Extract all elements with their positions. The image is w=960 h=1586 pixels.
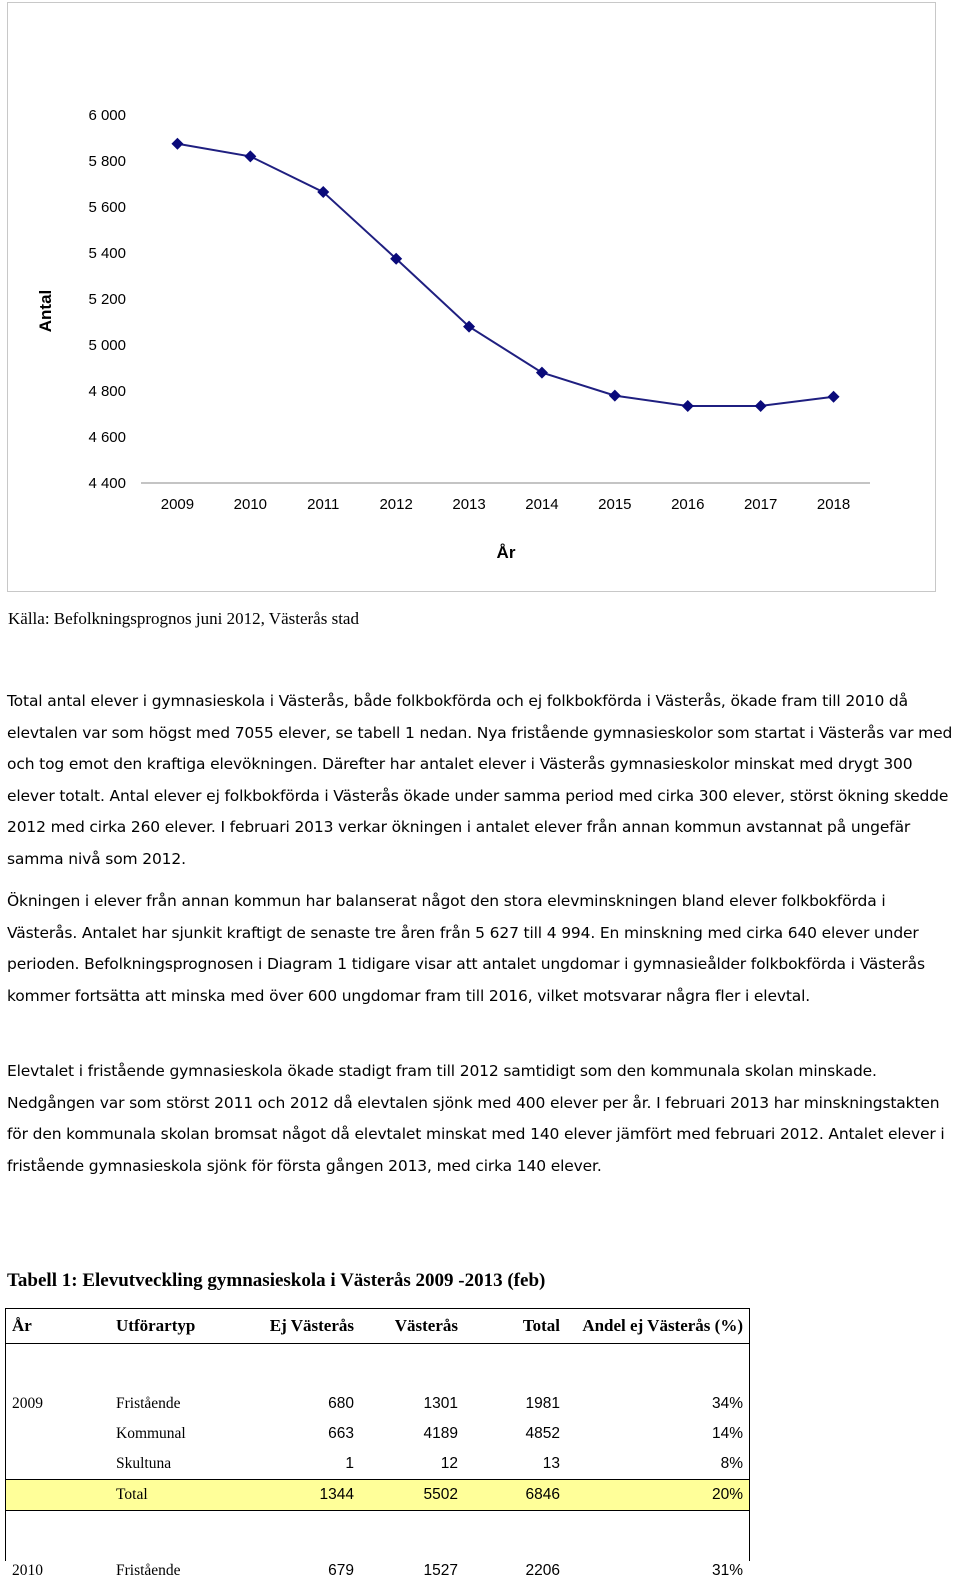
- x-tick-label: 2014: [525, 496, 559, 513]
- table-header-row: [6, 1309, 749, 1344]
- student-table: [5, 1308, 750, 1579]
- series-line-group: [171, 138, 839, 412]
- cell-year: 2010: [12, 1562, 43, 1579]
- header-total: Total: [458, 1309, 560, 1344]
- cell-ej-vasteras: 1344: [226, 1480, 354, 1511]
- y-tick-label: 5 400: [88, 245, 126, 262]
- y-tick-label: 5 000: [88, 337, 126, 354]
- x-tick-label: 2010: [233, 496, 268, 513]
- y-tick-label: 6 000: [88, 107, 126, 124]
- header-vasteras: Västerås: [354, 1309, 458, 1344]
- paragraph-2: Ökningen i elever från annan kommun har balanserat något den stora elevminskningen bland elever folkbokförda i Västerås. Antalet har sjunkit kraftigt de senaste tre åren från 5 627 till 4 994. En minskning med cirka 640 elever under perioden. Befolkningsprognosen i Diagram 1 tidigare visar att antalet ungdomar i gymnasieålder folkbokförda i Västerås kommer fortsätta att minska med över 600 ungdomar fram till 2016, vilket motsvarar några fler i elevtal.: [7, 892, 925, 1005]
- table-total-row: [6, 1480, 749, 1511]
- table-row: [6, 1449, 749, 1480]
- x-tick-label: 2012: [379, 496, 413, 513]
- data-point-marker: [682, 400, 694, 412]
- cell-ej-vasteras: 1: [345, 1455, 354, 1472]
- header-andel: Andel ej Västerås (%): [560, 1309, 749, 1344]
- y-tick-label: 5 600: [88, 199, 126, 216]
- series-line: [177, 144, 833, 406]
- cell-year: [6, 1449, 116, 1480]
- cell-total: 13: [542, 1455, 560, 1472]
- cell-vasteras: 1301: [423, 1395, 458, 1412]
- data-point-marker: [828, 391, 840, 403]
- x-axis-title: År: [496, 543, 516, 562]
- table-row: [6, 1419, 749, 1449]
- cell-type: Total: [116, 1480, 226, 1511]
- header-ej-vasteras: Ej Västerås: [226, 1309, 354, 1344]
- table-title: Tabell 1: Elevutveckling gymnasieskola i Västerås 2009 -2013 (feb): [7, 1270, 546, 1291]
- chart-svg: [8, 3, 937, 593]
- y-tick-labels: [88, 107, 126, 492]
- cell-andel: 20%: [560, 1480, 749, 1511]
- x-tick-labels: [161, 496, 850, 513]
- cell-andel: 8%: [720, 1455, 743, 1472]
- y-tick-label: 4 800: [88, 383, 126, 400]
- y-tick-label: 5 800: [88, 153, 126, 170]
- data-point-marker: [536, 367, 548, 379]
- data-point-marker: [171, 138, 183, 150]
- x-tick-label: 2011: [307, 496, 340, 513]
- cell-year: [6, 1480, 116, 1511]
- cell-type: Kommunal: [116, 1425, 186, 1442]
- paragraph-1: Total antal elever i gymnasieskola i Västerås, både folkbokförda och ej folkbokförda i Västerås, ökade fram till 2010 då elevtalen var som högst med 7055 elever, se tabell 1 nedan. Nya fristående gymnasieskolor som startat i Västerås var med och tog emot den kraftiga elevökningen. Därefter har antalet elever i Västerås gymnasieskolor minskat med drygt 300 elever totalt. Antal elever ej folkbokförda i Västerås ökade under samma period med cirka 300 elever, störst ökning skedde 2012 med cirka 260 elever. I februari 2013 verkar ökningen i antalet elever från annan kommun avstannat på ungefär samma nivå som 2012.: [7, 692, 953, 868]
- x-tick-label: 2013: [452, 496, 486, 513]
- y-axis-title: Antal: [36, 289, 55, 333]
- x-tick-label: 2016: [671, 496, 705, 513]
- cell-year: [6, 1419, 116, 1449]
- table-row: [6, 1556, 749, 1586]
- cell-vasteras: 4189: [423, 1425, 458, 1442]
- data-point-marker: [609, 390, 621, 402]
- cell-type: Fristående: [116, 1562, 181, 1579]
- paragraph-3: Elevtalet i fristående gymnasieskola ökade stadigt fram till 2012 samtidigt som den kommunala skolan minskade. Nedgången var som störst 2011 och 2012 då elevtalen sjönk med 400 elever per år. I februari 2013 har minskningstakten för den kommunala skolan bromsat något då elevtalet minskat med 140 elever jämfört med februari 2012. Antalet elever i fristående gymnasieskola sjönk för första gången 2013, med cirka 140 elever.: [7, 1062, 945, 1175]
- table-row: [6, 1389, 749, 1419]
- cell-total: 6846: [458, 1480, 560, 1511]
- cell-andel: 31%: [711, 1562, 743, 1579]
- cell-ej-vasteras: 680: [328, 1395, 354, 1412]
- data-point-marker: [244, 150, 256, 162]
- cell-type: Fristående: [116, 1395, 181, 1412]
- y-tick-label: 4 400: [88, 475, 126, 492]
- cell-type: Skultuna: [116, 1455, 172, 1472]
- x-tick-label: 2017: [743, 496, 778, 513]
- line-chart: [7, 2, 936, 592]
- data-point-marker: [755, 400, 767, 412]
- x-tick-label: 2015: [598, 496, 632, 513]
- chart-source: Källa: Befolkningsprognos juni 2012, Västerås stad: [8, 609, 359, 628]
- cell-year: 2009: [12, 1395, 43, 1412]
- y-tick-label: 4 600: [88, 429, 126, 446]
- cell-ej-vasteras: 663: [328, 1425, 354, 1442]
- header-year: År: [6, 1309, 116, 1344]
- x-tick-label: 2009: [160, 496, 195, 513]
- x-tick-label: 2018: [816, 496, 851, 513]
- y-tick-label: 5 200: [88, 291, 126, 308]
- cell-ej-vasteras: 679: [328, 1562, 354, 1579]
- cell-total: 2206: [525, 1562, 560, 1579]
- cell-vasteras: 5502: [354, 1480, 458, 1511]
- header-type: Utförartyp: [116, 1309, 226, 1344]
- cell-vasteras: 1527: [423, 1562, 458, 1579]
- cell-total: 1981: [525, 1395, 560, 1412]
- cell-vasteras: 12: [440, 1455, 458, 1472]
- cell-total: 4852: [525, 1425, 560, 1442]
- cell-andel: 34%: [711, 1395, 743, 1412]
- cell-andel: 14%: [711, 1425, 743, 1442]
